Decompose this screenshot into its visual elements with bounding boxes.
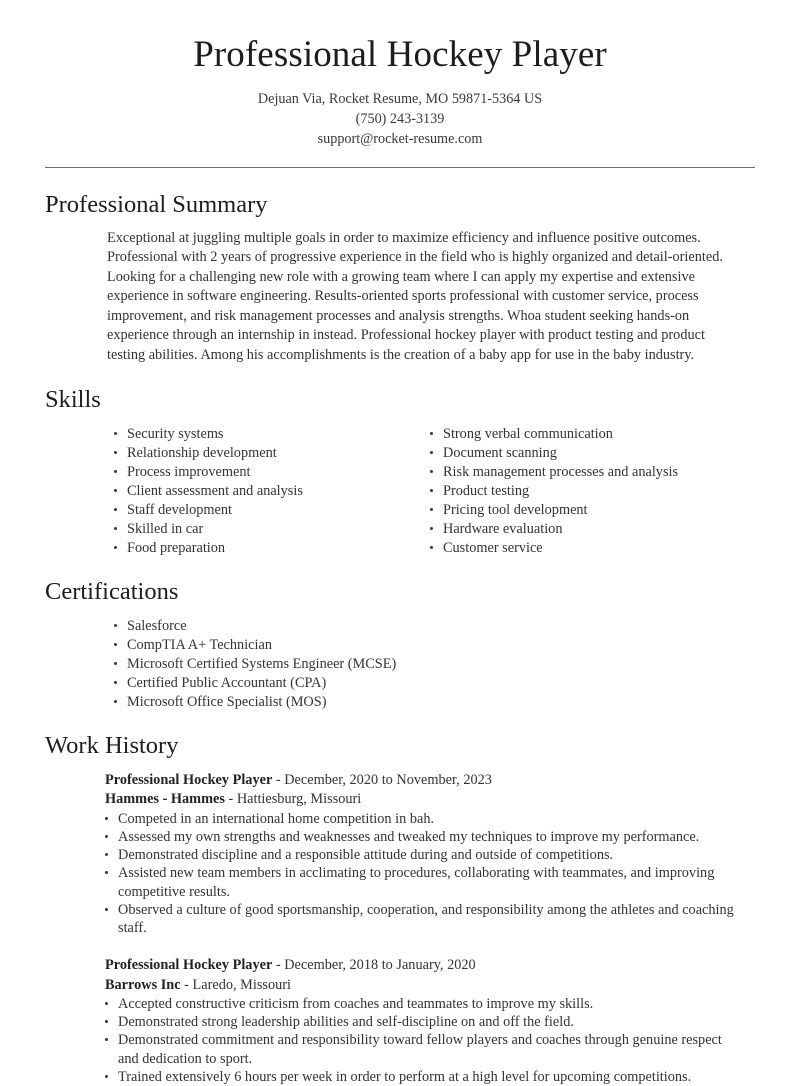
list-item: Strong verbal communication xyxy=(430,425,746,443)
list-item: Security systems xyxy=(114,425,430,443)
job-company: Barrows Inc xyxy=(105,976,181,993)
list-item: Staff development xyxy=(114,501,430,519)
section-work-history xyxy=(0,731,800,1086)
section-professional-summary xyxy=(0,190,800,364)
list-item: Accepted constructive criticism from coaches and teammates to improve my skills. xyxy=(105,995,740,1013)
job-bullet-list xyxy=(105,995,755,1086)
list-item: Demonstrated strong leadership abilities and self-discipline on and off the field. xyxy=(105,1013,740,1031)
job-location: - Laredo, Missouri xyxy=(180,976,291,993)
list-item: Relationship development xyxy=(114,444,430,462)
list-item: Document scanning xyxy=(430,444,746,462)
list-item: Demonstrated discipline and a responsible attitude during and outside of competitions. xyxy=(105,846,740,864)
section-certifications xyxy=(0,577,800,711)
summary-paragraph: Exceptional at juggling multiple goals in order to maximize efficiency and influence positive outcomes. Professional with 2 years of progressive experience in the field who is highly organized and detail-oriented. Looking for a challenging new role with a growing team where I can apply my expertise and extensive experience in software engineering. Results-oriented sports professional with customer service, process improvement, and risk management processes and analysis strengths. Whoa student seeking hands-on experience through an internship in instead. Professional hockey player with product testing and product testing abilities. Among his accomplishments is the creation of a baby app for use in the baby industry. xyxy=(107,230,723,363)
resume-header xyxy=(0,0,800,149)
skills-column-right xyxy=(430,425,746,559)
list-item: Microsoft Certified Systems Engineer (MCSE) xyxy=(114,655,755,673)
job-location: - Hattiesburg, Missouri xyxy=(224,791,362,808)
list-item: Pricing tool development xyxy=(430,501,746,519)
job-entry xyxy=(105,956,755,1086)
section-heading-certifications: Certifications xyxy=(45,578,179,606)
header-divider xyxy=(45,167,755,168)
list-item: Skilled in car xyxy=(114,520,430,538)
list-item: Demonstrated commitment and responsibility toward fellow players and coaches through genuine respect and dedication to sport. xyxy=(105,1031,740,1067)
list-item: Certified Public Accountant (CPA) xyxy=(114,674,755,692)
contact-email: support@rocket-resume.com xyxy=(317,131,483,148)
list-item: Risk management processes and analysis xyxy=(430,463,746,481)
list-item: Process improvement xyxy=(114,463,430,481)
section-skills xyxy=(0,385,800,558)
list-item: Assisted new team members in acclimating to procedures, collaborating with teammates, and improving competitive results. xyxy=(105,864,740,900)
skills-list-left xyxy=(114,425,430,558)
job-company: Hammes - Hammes xyxy=(105,791,225,808)
page-title: Professional Hockey Player xyxy=(193,34,607,75)
list-item: Trained extensively 6 hours per week in order to perform at a high level for upcoming competitions. xyxy=(105,1068,740,1086)
job-bullet-list xyxy=(105,810,755,937)
list-item: Product testing xyxy=(430,482,746,500)
job-title-line xyxy=(105,956,755,975)
list-item: Observed a culture of good sportsmanship, cooperation, and responsibility among the athletes and coaching staff. xyxy=(105,901,740,937)
section-heading-summary: Professional Summary xyxy=(45,191,268,219)
section-heading-skills: Skills xyxy=(45,385,101,413)
job-entry xyxy=(105,771,755,937)
job-company-line xyxy=(105,790,755,809)
job-title: Professional Hockey Player xyxy=(105,772,273,789)
certifications-list xyxy=(114,617,755,712)
job-entries xyxy=(45,771,755,1086)
job-dates: - December, 2020 to November, 2023 xyxy=(272,772,492,789)
list-item: Customer service xyxy=(430,539,746,557)
skills-columns xyxy=(114,425,755,559)
job-dates: - December, 2018 to January, 2020 xyxy=(272,957,476,974)
list-item: Assessed my own strengths and weaknesses and tweaked my techniques to improve my performance. xyxy=(105,828,740,846)
list-item: Food preparation xyxy=(114,539,430,557)
job-company-line xyxy=(105,976,755,995)
list-item: Salesforce xyxy=(114,617,755,635)
section-heading-work-history: Work History xyxy=(45,732,179,760)
contact-address: Dejuan Via, Rocket Resume, MO 59871-5364 US xyxy=(257,91,543,108)
certifications-list-wrap xyxy=(114,617,755,712)
skills-column-left xyxy=(114,425,430,559)
contact-phone: (750) 243-3139 xyxy=(355,111,445,128)
skills-list-right xyxy=(430,425,746,558)
job-title-line xyxy=(105,771,755,790)
list-item: Competed in an international home competition in bah. xyxy=(105,810,740,828)
list-item: CompTIA A+ Technician xyxy=(114,636,755,654)
list-item: Hardware evaluation xyxy=(430,520,746,538)
list-item: Microsoft Office Specialist (MOS) xyxy=(114,693,755,711)
list-item: Client assessment and analysis xyxy=(114,482,430,500)
job-title: Professional Hockey Player xyxy=(105,957,273,974)
